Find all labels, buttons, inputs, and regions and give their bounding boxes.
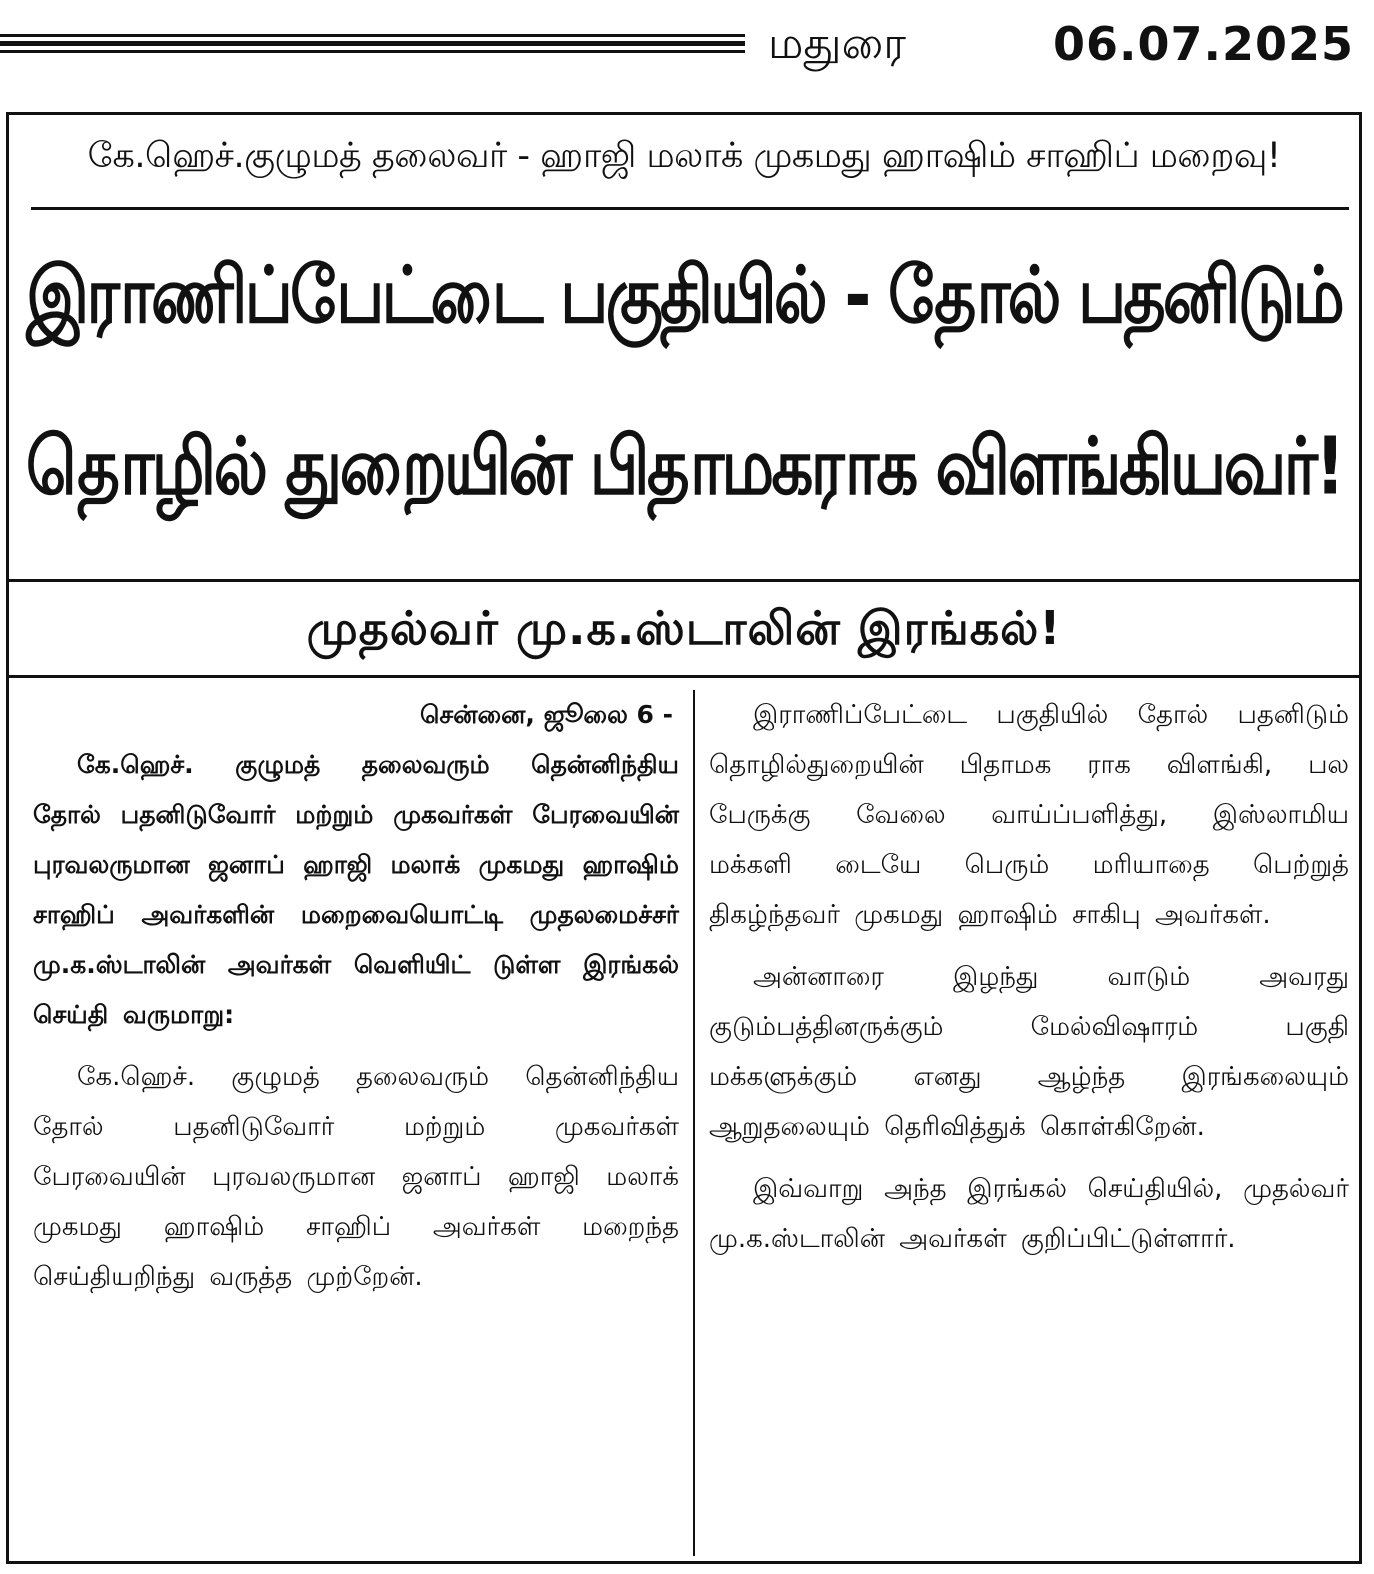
column-divider <box>693 690 695 1556</box>
article-column-right <box>709 690 1349 1276</box>
masthead <box>0 0 1374 100</box>
article-column-left <box>33 690 679 1314</box>
headline-line-2: தொழில் துறையின் பிதாமகராக விளங்கியவர்! <box>25 420 1343 513</box>
edition-date: 06.07.2025 <box>1052 17 1354 71</box>
headline-line-1: இராணிப்பேட்டை பகுதியில் - தோல் பதனிடும் <box>26 251 1342 342</box>
subheadline-divider <box>9 675 1359 678</box>
body-paragraph: இவ்வாறு அந்த இரங்கல் செய்தியில், முதல்வர் மு.க.ஸ்டாலின் அவர்கள் குறிப்பிட்டுள்ளார். <box>709 1174 1349 1254</box>
body-paragraph: இராணிப்பேட்டை பகுதியில் தோல் பதனிடும் தொழில்துறையின் பிதாமக ராக விளங்கி, பல பேருக்கு வேலை வாய்ப்பளித்து, இஸ்லாமிய மக்களி டையே பெரும் மரியாதை பெற்றுத் திகழ்ந்தவர் முகமது ஹாஷிம் சாகிபு அவர்கள். <box>709 700 1349 930</box>
headline-divider <box>9 579 1359 582</box>
kicker-underline <box>31 207 1349 210</box>
edition-city: மதுரை <box>768 18 906 69</box>
masthead-rule-lines <box>0 34 745 58</box>
dateline: சென்னை, ஜூலை 6 - <box>419 700 673 729</box>
subheadline: முதல்வர் மு.க.ஸ்டாலின் இரங்கல்! <box>306 601 1062 655</box>
kicker-line: கே.ஹெச்.குழுமத் தலைவர் - ஹாஜி மலாக் முகமது ஹாஷிம் சாஹிப் மறைவு! <box>87 136 1281 176</box>
article-frame <box>6 112 1362 1564</box>
body-paragraph: கே.ஹெச். குழுமத் தலைவரும் தென்னிந்திய தோல் பதனிடுவோர் மற்றும் முகவர்கள் பேரவையின் புரவலருமான ஜனாப் ஹாஜி மலாக் முகமது ஹாஷிம் சாஹிப் அவர்கள் மறைந்த செய்தியறிந்து வருத்த முற்றேன். <box>33 1062 679 1292</box>
lead-paragraph: கே.ஹெச். குழுமத் தலைவரும் தென்னிந்திய தோல் பதனிடுவோர் மற்றும் முகவர்கள் பேரவையின் புரவலருமான ஜனாப் ஹாஜி மலாக் முகமது ஹாஷிம் சாஹிப் அவர்களின் மறைவையொட்டி முதலமைச்சர் மு.க.ஸ்டாலின் அவர்கள் வெளியிட் டுள்ள இரங்கல் செய்தி வருமாறு: <box>33 750 679 1029</box>
body-paragraph: அன்னாரை இழந்து வாடும் அவரது குடும்பத்தினருக்கும் மேல்விஷாரம் பகுதி மக்களுக்கும் எனது ஆழ்ந்த இரங்கலையும் ஆறுதலையும் தெரிவித்துக் கொள்கிறேன். <box>709 962 1349 1142</box>
